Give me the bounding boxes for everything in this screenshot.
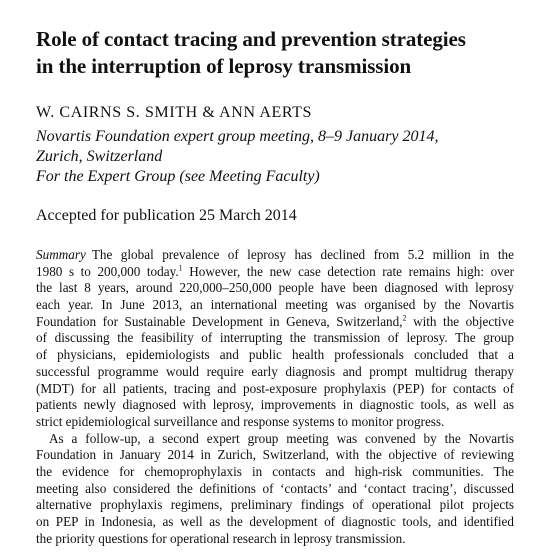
abstract-line: As a follow-up, a second expert group meeting was convened by the Novartis — [49, 430, 514, 446]
abstract-line: Summary The global prevalence of leprosy has declined from 5.2 million in the — [36, 247, 514, 262]
abstract-line: each year. In June 2013, an international meeting was organised by the Novartis — [36, 297, 514, 313]
abstract-line: successful programme would require early diagnosis and prompt multidrug therapy — [36, 363, 514, 379]
author-list: W. CAIRNS S. SMITH & ANN AERTS — [36, 104, 313, 121]
abstract-line: on PEP in Indonesia, as well as the development of diagnostic tools, and identified — [36, 514, 514, 529]
abstract-line: of physicians, epidemiologists and public health professionals concluded that a — [36, 347, 514, 363]
affiliation — [36, 127, 438, 187]
abstract-line: alternative prophylaxis regimens, preliminary findings of operational pilot projects — [36, 497, 514, 513]
affiliation-line: Novartis Foundation expert group meeting, 8–9 January 2014, — [36, 128, 439, 145]
abstract-line: 1980 s to 200,000 today.$^1$ However, the new case detection rate remains high: over — [36, 263, 515, 279]
abstract-line: the evidence for chemoprophylaxis in contacts and high-risk communities. The — [36, 463, 514, 479]
abstract-line: Foundation for Sustainable Development in Geneva, Switzerland,$^2$ with the objective — [36, 313, 515, 329]
abstract-line: meeting also considered the definitions of ‘contacts’ and ‘contact tracing’, discussed — [36, 480, 514, 496]
abstract-line: of discussing the feasibility of interrupting the transmission of leprosy. The group — [36, 330, 514, 346]
abstract-line: patients newly diagnosed with leprosy, improvements in diagnostic tools, as well as — [36, 397, 514, 413]
abstract-line: strict epidemiological surveillance and response systems to monitor progress. — [36, 413, 445, 429]
footnote-marker: 1 — [178, 263, 183, 273]
footnote-marker: 2 — [402, 313, 407, 323]
article-title — [36, 26, 536, 80]
abstract-line: Foundation in January 2014 in Zurich, Switzerland, with the objective of reviewing — [36, 447, 514, 463]
accepted-date: Accepted for publication 25 March 2014 — [36, 207, 297, 224]
summary-label: Summary — [36, 247, 86, 262]
abstract — [36, 247, 514, 547]
title-line: in the interruption of leprosy transmission — [36, 54, 412, 78]
abstract-line: the priority questions for operational research in leprosy transmission. — [36, 530, 406, 546]
affiliation-line: Zurich, Switzerland — [36, 148, 163, 165]
abstract-line: the last 8 years, around 220,000–250,000 people have been diagnosed with leprosy — [36, 280, 514, 296]
title-line: Role of contact tracing and prevention strategies — [36, 27, 466, 51]
affiliation-line: For the Expert Group (see Meeting Faculty) — [36, 168, 320, 185]
abstract-line: (MDT) for all patients, tracing and post-exposure prophylaxis (PEP) for contacts of — [36, 380, 514, 396]
